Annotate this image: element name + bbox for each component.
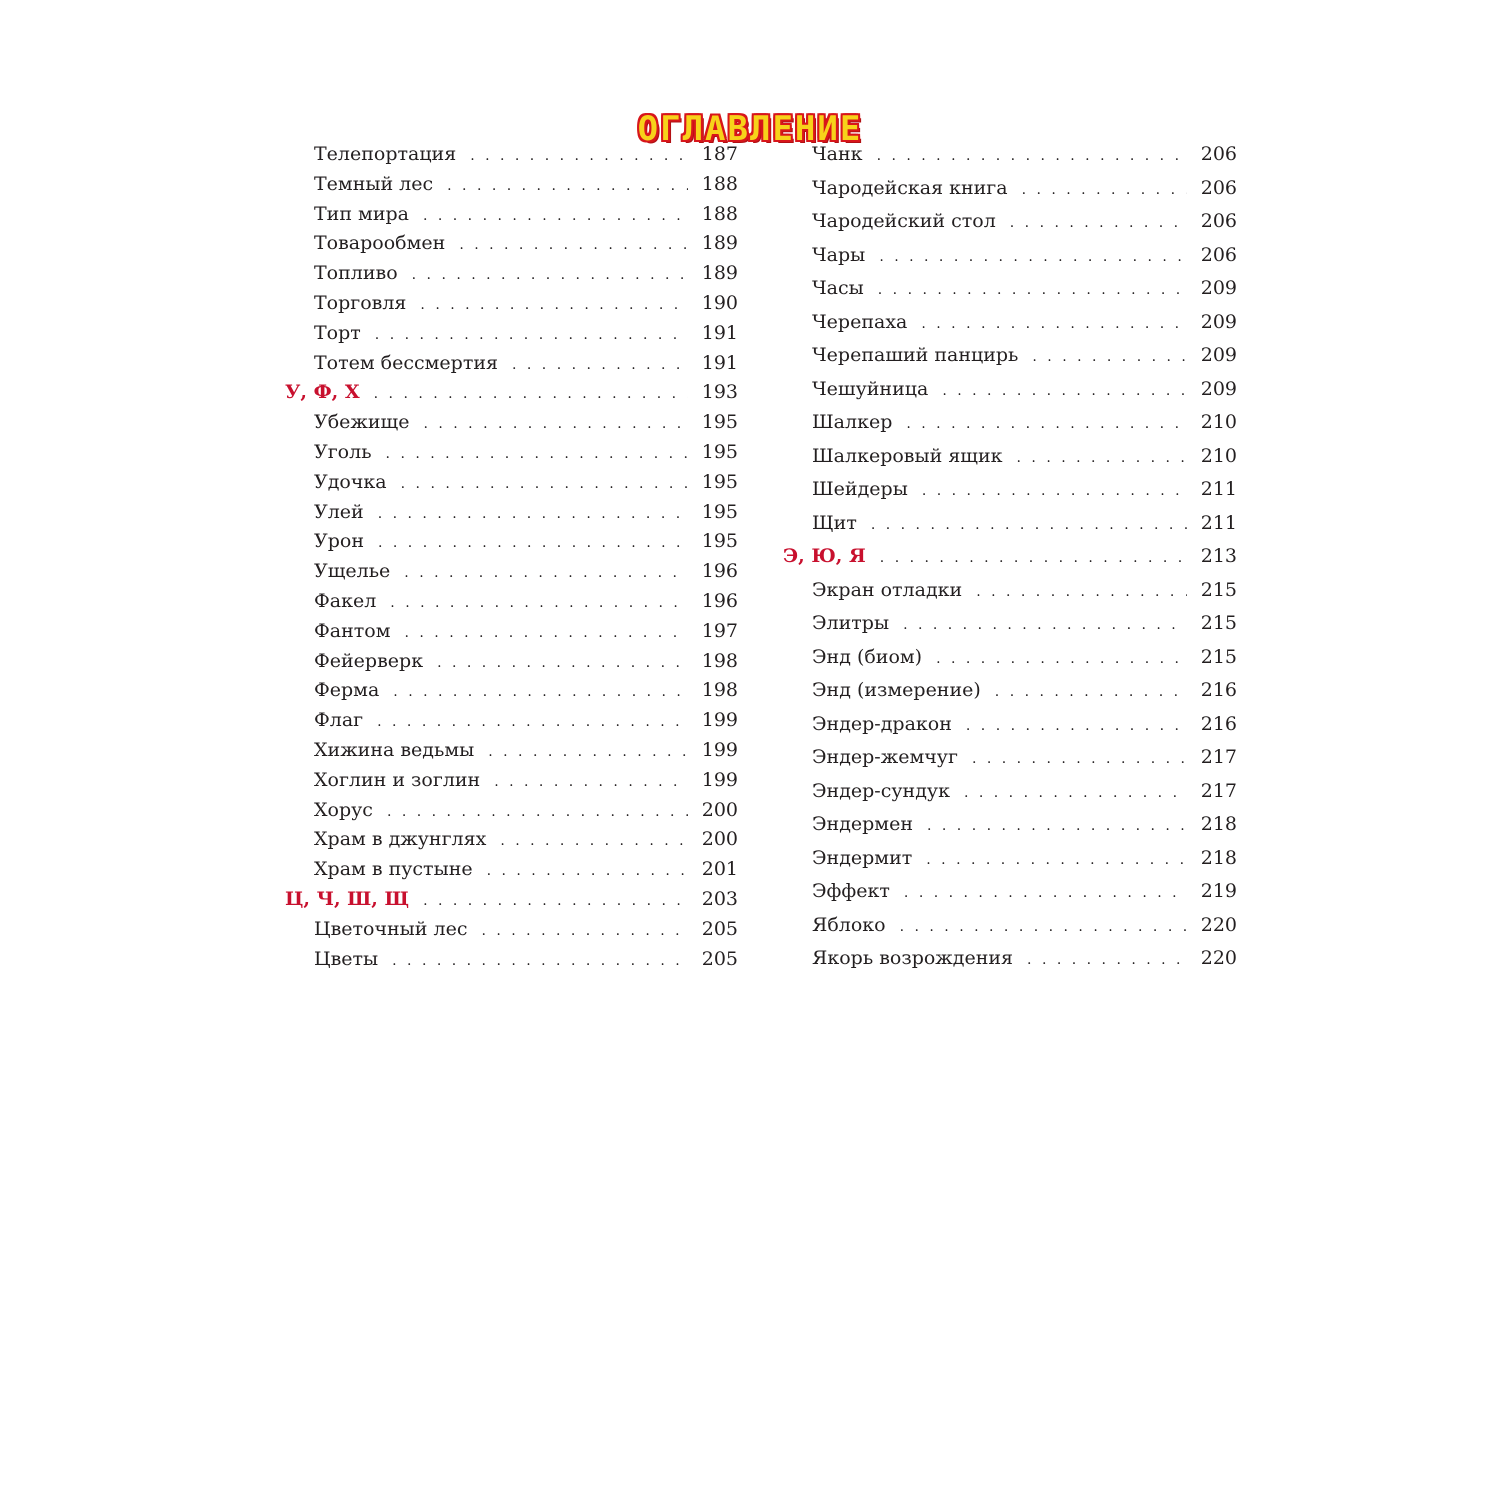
toc-entry-title: Темный лес	[314, 172, 434, 195]
toc-entry-page-number: 195	[701, 530, 738, 553]
toc-entry-title: Эндер-жемчуг	[812, 746, 958, 768]
toc-entry-title: Хижина ведьмы	[314, 738, 475, 761]
toc-entry-title: Эффект	[812, 880, 890, 902]
toc-entry[interactable]	[285, 736, 738, 766]
toc-entry-page-number: 201	[701, 858, 738, 881]
toc-entry[interactable]	[285, 289, 738, 319]
toc-entry-page-number: 196	[701, 560, 738, 583]
toc-entry-title: Чародейский стол	[812, 210, 996, 232]
toc-entry-page-number: 193	[701, 381, 738, 404]
dot-leader	[487, 857, 688, 886]
toc-column-right	[783, 140, 1237, 978]
toc-entry-title: Уголь	[314, 440, 372, 463]
dot-leader	[447, 172, 688, 201]
toc-entry-title: Элитры	[812, 612, 890, 634]
dot-leader	[904, 879, 1187, 908]
dot-leader	[942, 377, 1186, 406]
dot-leader	[488, 738, 687, 767]
dot-leader	[880, 544, 1187, 573]
dot-leader	[404, 559, 687, 588]
dot-leader	[401, 470, 688, 499]
toc-entry-page-number: 195	[701, 411, 738, 434]
toc-entry-page-number: 188	[701, 172, 738, 195]
toc-entry[interactable]	[285, 706, 738, 736]
toc-entry-title: Энд (измерение)	[812, 679, 981, 701]
toc-entry-page-number: 209	[1200, 310, 1237, 333]
toc-entry[interactable]	[783, 174, 1237, 208]
toc-entry[interactable]	[285, 438, 738, 468]
toc-entry-title: Чанк	[812, 143, 863, 165]
toc-entry-page-number: 216	[1200, 712, 1237, 735]
toc-entry-page-number: 200	[701, 828, 738, 851]
toc-entry-page-number: 211	[1200, 511, 1237, 534]
toc-entry-page-number: 200	[701, 798, 738, 821]
toc-entry[interactable]	[285, 766, 738, 796]
dot-leader	[500, 827, 687, 856]
toc-entry-title: Э, Ю, Я	[783, 545, 866, 567]
dot-leader	[470, 142, 688, 171]
toc-entry[interactable]	[783, 643, 1237, 677]
dot-leader	[1027, 946, 1187, 975]
toc-entry[interactable]	[783, 408, 1237, 442]
toc-entry-page-number: 218	[1200, 846, 1237, 869]
toc-entry-title: Урон	[314, 530, 364, 553]
toc-entry-page-number: 206	[1200, 176, 1237, 199]
toc-entry[interactable]	[783, 844, 1237, 878]
toc-entry[interactable]	[285, 647, 738, 677]
dot-leader	[1032, 343, 1186, 372]
toc-entry-title: Храм в джунглях	[314, 828, 487, 851]
dot-leader	[377, 708, 688, 737]
toc-entry-title: Торговля	[314, 291, 407, 314]
toc-entry-page-number: 215	[1200, 645, 1237, 668]
toc-entry-title: Ц, Ч, Ш, Щ	[285, 887, 410, 910]
page-title: ОГЛАВЛЕНИЕ	[637, 108, 863, 149]
toc-entry-page-number: 190	[701, 291, 738, 314]
toc-entry-page-number: 188	[701, 202, 738, 225]
toc-entry[interactable]	[285, 319, 738, 349]
dot-leader	[879, 243, 1186, 272]
toc-entry[interactable]	[783, 944, 1237, 978]
toc-entry-title: Убежище	[314, 411, 410, 434]
toc-entry-page-number: 198	[701, 649, 738, 672]
dot-leader	[972, 745, 1187, 774]
toc-entry[interactable]	[285, 468, 738, 498]
toc-entry-page-number: 215	[1200, 578, 1237, 601]
toc-entry-title: Шалкеровый ящик	[812, 444, 1003, 467]
toc-entry[interactable]	[783, 810, 1237, 844]
toc-entry-page-number: 205	[701, 947, 738, 970]
dot-leader	[374, 380, 688, 409]
toc-entry[interactable]	[783, 475, 1237, 509]
toc-entry-page-number: 195	[701, 470, 738, 493]
toc-entry-page-number: 199	[701, 709, 738, 732]
toc-entry[interactable]	[285, 527, 738, 557]
toc-entry-title: Улей	[314, 500, 364, 523]
toc-entry[interactable]	[285, 498, 738, 528]
toc-entry[interactable]	[783, 911, 1237, 945]
dot-leader	[392, 947, 688, 976]
toc-entry-title: Энд (биом)	[812, 645, 923, 668]
toc-entry-title: Флаг	[314, 709, 364, 732]
toc-entry[interactable]	[783, 676, 1237, 710]
dot-leader	[386, 440, 688, 469]
toc-entry-page-number: 206	[1200, 243, 1237, 266]
toc-entry-page-number: 189	[701, 262, 738, 285]
toc-entry[interactable]	[783, 442, 1237, 476]
toc-entry-page-number: 210	[1200, 411, 1237, 433]
toc-entry-title: Чары	[812, 243, 866, 266]
toc-entry-title: Яблоко	[812, 913, 886, 936]
toc-entry[interactable]	[783, 877, 1237, 911]
toc-entry[interactable]	[783, 140, 1237, 174]
dot-leader	[393, 678, 687, 707]
dot-leader	[390, 589, 687, 618]
toc-entry[interactable]	[285, 259, 738, 289]
toc-entry-title: У, Ф, Х	[285, 381, 360, 404]
toc-entry-page-number: 211	[1200, 478, 1237, 500]
dot-leader	[906, 410, 1186, 439]
dot-leader	[387, 798, 688, 827]
toc-entry-title: Товарообмен	[314, 232, 446, 255]
toc-entry-page-number: 216	[1200, 679, 1237, 701]
toc-entry-title: Топливо	[314, 262, 398, 285]
toc-entry-page-number: 191	[701, 351, 738, 374]
dot-leader	[1017, 444, 1187, 473]
toc-entry-title: Эндермит	[812, 846, 913, 869]
toc-entry-title: Якорь возрождения	[812, 947, 1014, 969]
toc-entry-title: Хоглин и зоглин	[314, 768, 481, 791]
toc-entry-page-number: 220	[1200, 947, 1237, 969]
toc-entry-title: Часы	[812, 277, 864, 299]
toc-entry-page-number: 195	[701, 500, 738, 523]
dot-leader	[423, 887, 688, 916]
toc-entry[interactable]	[285, 408, 738, 438]
toc-entry[interactable]	[285, 855, 738, 885]
toc-section-heading[interactable]	[285, 378, 738, 408]
toc-column-left	[285, 140, 738, 974]
toc-entry[interactable]	[783, 274, 1237, 308]
toc-entry-page-number: 203	[701, 887, 738, 910]
toc-entry[interactable]	[285, 349, 738, 379]
toc-entry-title: Шалкер	[812, 411, 893, 433]
toc-entry-page-number: 210	[1200, 444, 1237, 467]
toc-entry[interactable]	[285, 140, 738, 170]
toc-entry-title: Эндермен	[812, 813, 913, 835]
toc-list	[285, 140, 738, 974]
toc-entry[interactable]	[285, 587, 738, 617]
toc-entry-page-number: 198	[701, 679, 738, 702]
dot-leader	[423, 410, 687, 439]
toc-entry-page-number: 191	[701, 321, 738, 344]
dot-leader	[871, 511, 1187, 540]
toc-entry[interactable]	[783, 308, 1237, 342]
toc-entry[interactable]	[285, 200, 738, 230]
toc-entry[interactable]	[285, 825, 738, 855]
toc-entry[interactable]	[783, 375, 1237, 409]
toc-entry-page-number: 219	[1200, 880, 1237, 902]
toc-entry-page-number: 206	[1200, 143, 1237, 165]
toc-entry[interactable]	[783, 576, 1237, 610]
dot-leader	[927, 812, 1187, 841]
toc-entry-page-number: 197	[701, 619, 738, 642]
toc-entry-title: Удочка	[314, 470, 387, 493]
toc-entry-page-number: 215	[1200, 612, 1237, 634]
dot-leader	[966, 712, 1187, 741]
toc-entry-title: Фейерверк	[314, 649, 424, 672]
toc-entry-page-number: 206	[1200, 210, 1237, 232]
dot-leader	[481, 917, 687, 946]
toc-entry-title: Чародейская книга	[812, 176, 1008, 199]
dot-leader	[1010, 209, 1187, 238]
toc-entry-page-number: 213	[1200, 545, 1237, 567]
toc-entry[interactable]	[783, 341, 1237, 375]
dot-leader	[921, 310, 1186, 339]
toc-entry-title: Телепортация	[314, 143, 457, 165]
toc-entry[interactable]	[783, 743, 1237, 777]
toc-entry-title: Факел	[314, 589, 377, 612]
dot-leader	[922, 477, 1187, 506]
toc-entry-title: Черепаший панцирь	[812, 344, 1019, 366]
dot-leader	[936, 645, 1187, 674]
toc-entry-page-number: 217	[1200, 746, 1237, 768]
toc-entry-title: Эндер-сундук	[812, 779, 950, 802]
dot-leader	[423, 202, 688, 231]
toc-entry[interactable]	[285, 557, 738, 587]
dot-leader	[900, 913, 1187, 942]
toc-entry-title: Тотем бессмертия	[314, 351, 498, 374]
dot-leader	[995, 678, 1187, 707]
toc-entry[interactable]	[783, 710, 1237, 744]
toc-entry[interactable]	[285, 676, 738, 706]
toc-entry-page-number: 220	[1200, 913, 1237, 936]
dot-leader	[412, 261, 688, 290]
toc-entry-page-number: 199	[701, 768, 738, 791]
toc-entry-title: Фантом	[314, 619, 391, 642]
toc-entry[interactable]	[285, 229, 738, 259]
dot-leader	[405, 619, 688, 648]
toc-entry-title: Ущелье	[314, 560, 391, 583]
toc-entry-title: Щит	[812, 511, 857, 534]
toc-entry-page-number: 209	[1200, 344, 1237, 366]
toc-entry[interactable]	[285, 617, 738, 647]
dot-leader	[375, 321, 688, 350]
dot-leader	[903, 611, 1187, 640]
toc-entry-page-number: 199	[701, 738, 738, 761]
dot-leader	[1022, 176, 1187, 205]
toc-entry[interactable]	[783, 241, 1237, 275]
toc-entry[interactable]	[783, 207, 1237, 241]
toc-entry[interactable]	[783, 777, 1237, 811]
toc-entry-title: Ферма	[314, 679, 380, 702]
toc-entry-page-number: 196	[701, 589, 738, 612]
dot-leader	[926, 846, 1186, 875]
toc-entry-title: Цветочный лес	[314, 917, 468, 940]
dot-leader	[459, 231, 687, 260]
toc-entry-title: Чешуйница	[812, 377, 929, 400]
toc-entry-page-number: 195	[701, 440, 738, 463]
toc-entry-page-number: 209	[1200, 277, 1237, 299]
toc-entry[interactable]	[285, 945, 738, 975]
dot-leader	[878, 276, 1187, 305]
toc-entry[interactable]	[783, 509, 1237, 543]
toc-entry[interactable]	[285, 170, 738, 200]
dot-leader	[378, 500, 688, 529]
toc-entry-page-number: 205	[701, 917, 738, 940]
toc-entry[interactable]	[783, 609, 1237, 643]
toc-entry-page-number: 189	[701, 232, 738, 255]
dot-leader	[378, 529, 688, 558]
dot-leader	[420, 291, 687, 320]
toc-entry-title: Торт	[314, 321, 361, 344]
toc-entry[interactable]	[285, 796, 738, 826]
dot-leader	[512, 351, 688, 380]
toc-entry-title: Тип мира	[314, 202, 409, 225]
dot-leader	[877, 142, 1187, 171]
toc-entry-title: Храм в пустыне	[314, 858, 473, 881]
toc-entry-title: Шейдеры	[812, 478, 908, 500]
toc-entry-title: Экран отладки	[812, 578, 963, 601]
dot-leader	[437, 649, 688, 678]
dot-leader	[976, 578, 1187, 607]
toc-entry[interactable]	[285, 915, 738, 945]
toc-entry-page-number: 209	[1200, 377, 1237, 400]
toc-entry-page-number: 217	[1200, 779, 1237, 802]
toc-entry-title: Черепаха	[812, 310, 908, 333]
toc-entry-title: Эндер-дракон	[812, 712, 952, 735]
toc-entry-page-number: 187	[701, 143, 738, 165]
toc-section-heading[interactable]	[285, 885, 738, 915]
toc-entry-page-number: 218	[1200, 813, 1237, 835]
toc-list	[783, 140, 1237, 978]
dot-leader	[494, 768, 688, 797]
toc-entry-title: Хорус	[314, 798, 373, 821]
toc-section-heading[interactable]	[783, 542, 1237, 576]
dot-leader	[964, 779, 1187, 808]
toc-entry-title: Цветы	[314, 947, 379, 970]
